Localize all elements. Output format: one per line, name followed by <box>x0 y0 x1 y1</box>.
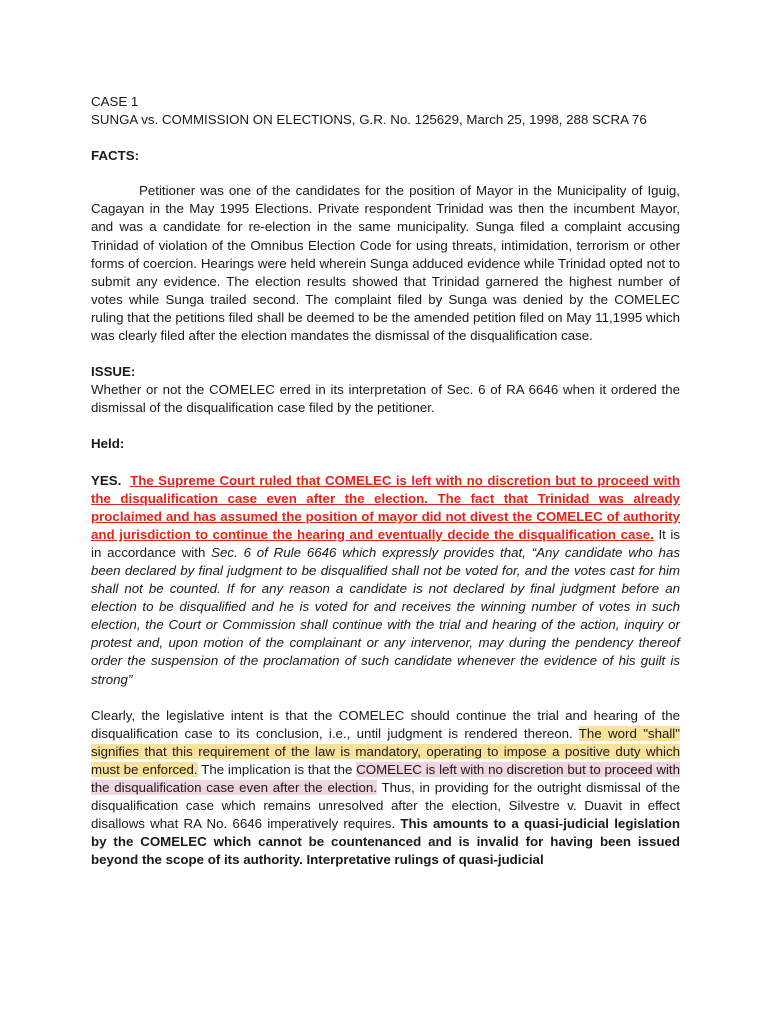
case-label: CASE 1 <box>91 94 139 109</box>
yes-label: YES. <box>91 472 122 488</box>
document-page <box>91 93 680 869</box>
implication-text: The implication is that the <box>197 761 357 777</box>
accordance-text: It is in accordance with <box>91 526 680 560</box>
ruling-highlight: The Supreme Court ruled that COMELEC is left with no discretion but to proceed with the disqualification case even after the election. The fact that Trinidad was already proclaimed and has assumed the position of mayor did not divest the COMELEC of authority and jurisdiction to continue the hearing and eventually decide the disqualification case. <box>91 472 680 542</box>
issue-heading: ISSUE: <box>91 364 136 380</box>
issue-paragraph: Whether or not the COMELEC erred in its interpretation of Sec. 6 of RA 6646 when it ordered the dismissal of the disqualification case filed by the petitioner. <box>91 382 680 416</box>
discussion-intro: Clearly, the legislative intent is that the COMELEC should continue the trial and hearing of the disqualification case to its conclusion, i.e., until judgment is rendered thereon. <box>91 707 680 741</box>
facts-paragraph: Petitioner was one of the candidates for the position of Mayor in the Municipality of Iguig, Cagayan in the May 1995 Elections. Private respondent Trinidad was then the incumbent Mayor, and was a candidate for re-election in the same municipality. Sunga filed a complaint accusing Trinidad of violation of the Omnibus Election Code for using threats, intimidation, terrorism or other forms of coercion. Hearings were held wherein Sunga adduced evidence while Trinidad opted not to submit any evidence. The election results showed that Trinidad garnered the highest number of votes while Sunga trailed second. The complaint filed by Sunga was denied by the COMELEC ruling that the petitions filed shall be deemed to be the amended petition filed on May 11,1995 which was clearly filed after the election mandates the dismissal of the disqualification case. <box>91 183 680 344</box>
discussion-paragraph <box>91 707 680 870</box>
facts-heading: FACTS: <box>91 148 140 164</box>
held-heading: Held: <box>91 436 125 452</box>
rule-citation: Sec. 6 of Rule 6646 which expressly provides that, “Any candidate who has been declared by final judgment to be disqualified shall not be voted for, and the votes cast for him shall not be counted. If for any reason a candidate is not declared by final judgment before an election to be disqualified and he is voted for and receives the winning number of votes in such election, the Court or Commission shall continue with the trial and hearing of the action, inquiry or protest and, upon motion of the complainant or any intervenor, may during the pendency thereof order the suspension of the proclamation of such candidate whenever the evidence of his guilt is strong” <box>91 544 681 687</box>
comelec-highlight: COMELEC is left with no discretion but to proceed with the disqualification case even after the election. <box>91 761 681 795</box>
thus-text: Thus, in providing for the outright dismissal of the disqualification case which remains unresolved after the election, Silvestre v. Duavit in effect disallows what RA No. 6646 imperatively requires. <box>91 780 680 832</box>
held-paragraph <box>91 472 680 689</box>
bold-conclusion: This amounts to a quasi-judicial legislation by the COMELEC which cannot be countenanced and is invalid for having been issued beyond the scope of its authority. Interpretative rulings of quasi-judicial <box>91 816 680 868</box>
shall-highlight: The word "shall" signifies that this requirement of the law is mandatory, operating to impose a positive duty which must be enforced. <box>91 725 680 777</box>
case-title: SUNGA vs. COMMISSION ON ELECTIONS, G.R. No. 125629, March 25, 1998, 288 SCRA 76 <box>91 112 647 128</box>
